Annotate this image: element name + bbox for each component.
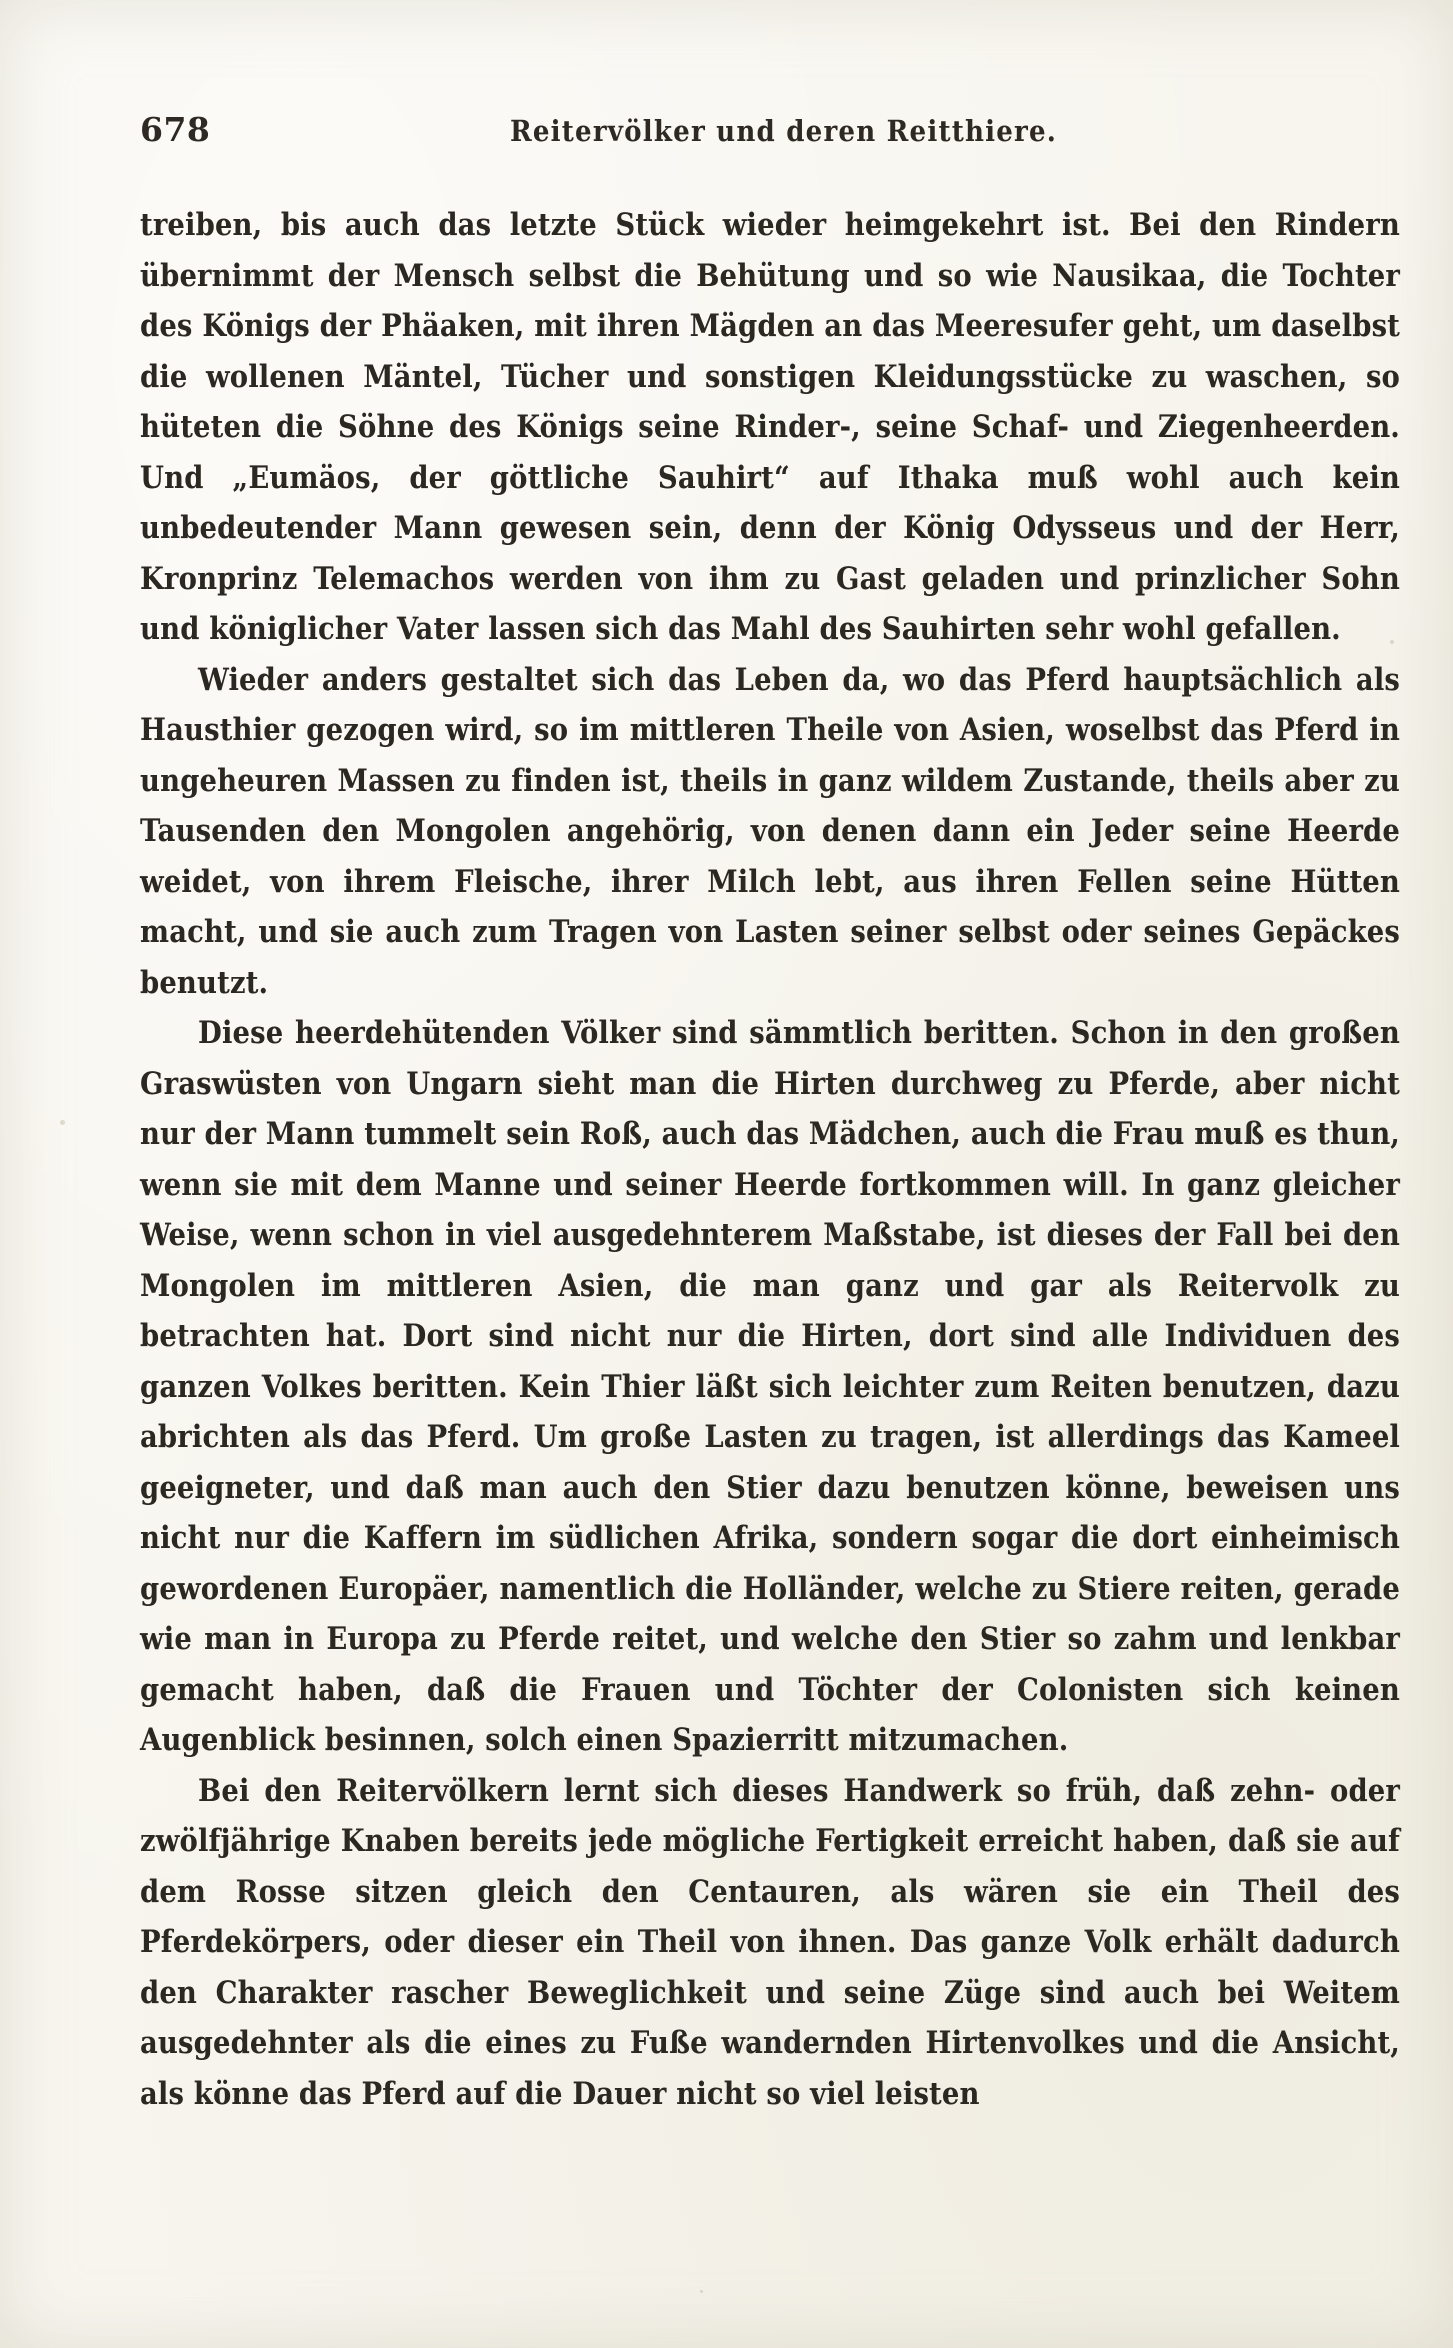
- paragraph: treiben, bis auch das letzte Stück wieder heimgekehrt ist. Bei den Rindern übernimmt der Mensch selbst die Behütung und so wie Nausikaa, die Tochter des Königs der Phäaken, mit ihren Mägden an das Meeresufer geht, um daselbst die wollenen Mäntel, Tücher und sonstigen Kleidungsstücke zu waschen, so hüteten die Söhne des Königs seine Rinder-, seine Schaf- und Ziegenheerden. Und „Eumäos, der göttliche Sauhirt“ auf Ithaka muß wohl auch kein unbedeutender Mann gewesen sein, denn der König Odysseus und der Herr, Kronprinz Telemachos werden von ihm zu Gast geladen und prinzlicher Sohn und königlicher Vater lassen sich das Mahl des Sauhirten sehr wohl gefallen.: [140, 207, 1400, 647]
- paper-speck: [700, 2290, 703, 2293]
- running-head-title: Reitervölker und deren Reitthiere.: [510, 114, 1058, 148]
- page-content: [140, 110, 1400, 2119]
- paper-speck: [1390, 640, 1394, 644]
- paragraph: Bei den Reitervölkern lernt sich dieses Handwerk so früh, daß zehn- oder zwölfjährige Knaben bereits jede mögliche Fertigkeit erreicht haben, daß sie auf dem Rosse sitzen gleich den Centauren, als wären sie ein Theil des Pferdekörpers, oder dieser ein Theil von ihnen. Das ganze Volk erhält dadurch den Charakter rascher Beweglichkeit und seine Züge sind auch bei Weitem ausgedehnter als die eines zu Fuße wandernden Hirtenvolkes und die Ansicht, als könne das Pferd auf die Dauer nicht so viel leisten: [140, 1772, 1400, 2112]
- paragraph: Diese heerdehütenden Völker sind sämmtlich beritten. Schon in den großen Graswüsten von Ungarn sieht man die Hirten durchweg zu Pferde, aber nicht nur der Mann tummelt sein Roß, auch das Mädchen, auch die Frau muß es thun, wenn sie mit dem Manne und seiner Heerde fortkommen will. In ganz gleicher Weise, wenn schon in viel ausgedehnterem Maßstabe, ist dieses der Fall bei den Mongolen im mittleren Asien, die man ganz und gar als Reitervolk zu betrachten hat. Dort sind nicht nur die Hirten, dort sind alle Individuen des ganzen Volkes beritten. Kein Thier läßt sich leichter zum Reiten benutzen, dazu abrichten als das Pferd. Um große Lasten zu tragen, ist allerdings das Kameel geeigneter, und daß man auch den Stier dazu benutzen könne, beweisen uns nicht nur die Kaffern im südlichen Afrika, sondern sogar die dort einheimisch gewordenen Europäer, namentlich die Holländer, welche zu Stiere reiten, gerade wie man in Europa zu Pferde reitet, und welche den Stier so zahm und lenkbar gemacht haben, daß die Frauen und Töchter der Colonisten sich keinen Augenblick besinnen, solch einen Spazierritt mitzumachen.: [140, 1015, 1400, 1758]
- running-head: [140, 110, 1400, 166]
- body-text: [140, 200, 1400, 2119]
- paper-speck: [60, 1120, 65, 1125]
- page-number: 678: [140, 110, 211, 149]
- paragraph: Wieder anders gestaltet sich das Leben da, wo das Pferd hauptsächlich als Hausthier gezogen wird, so im mittleren Theile von Asien, woselbst das Pferd in ungeheuren Massen zu finden ist, theils in ganz wildem Zustande, theils aber zu Tausenden den Mongolen angehörig, von denen dann ein Jeder seine Heerde weidet, von ihrem Fleische, ihrer Milch lebt, aus ihren Fellen seine Hütten macht, und sie auch zum Tragen von Lasten seiner selbst oder seines Gepäckes benutzt.: [140, 661, 1400, 1001]
